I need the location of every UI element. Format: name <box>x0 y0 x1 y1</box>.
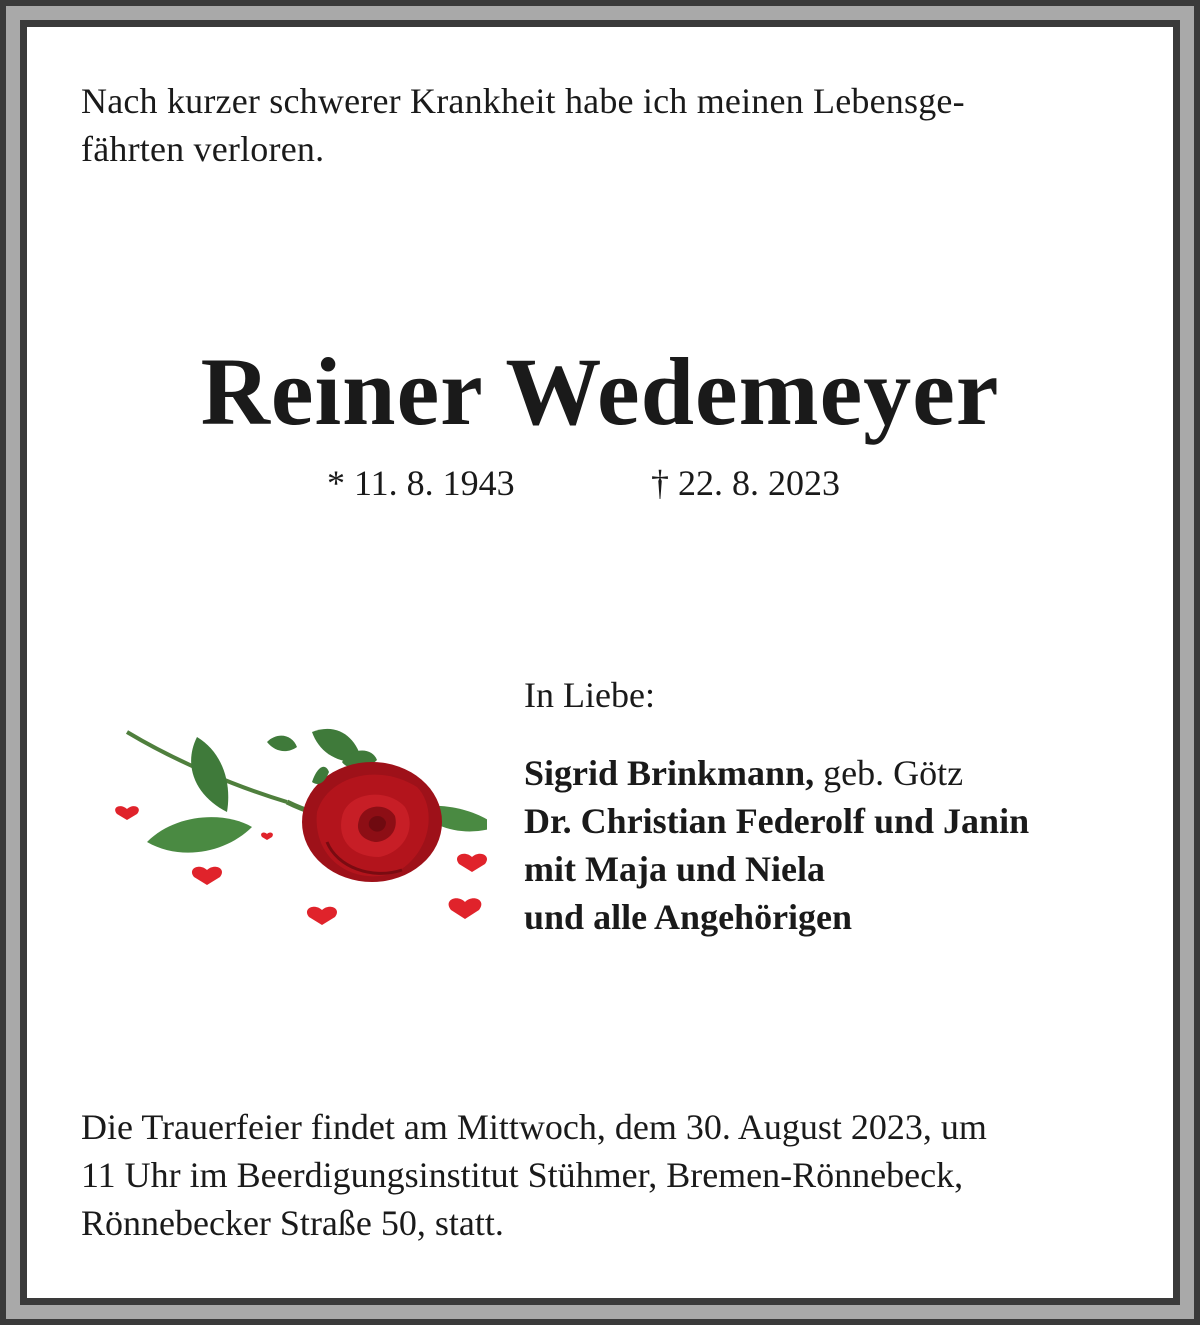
mourner-line <box>524 749 1164 797</box>
ceremony-text <box>81 1103 1131 1247</box>
death-date: † 22. 8. 2023 <box>651 463 840 503</box>
ceremony-line-2: 11 Uhr im Beerdigungsinstitut Stühmer, Bremen-Rönnebeck, <box>81 1155 964 1195</box>
intro-line-2: fährten verloren. <box>81 129 325 169</box>
ceremony-line-3: Rönnebecker Straße 50, statt. <box>81 1203 504 1243</box>
obituary-notice <box>27 27 1173 1298</box>
deceased-name: Reiner Wedemeyer <box>200 338 1000 445</box>
mourner-name: und alle Angehörigen <box>524 897 853 937</box>
ceremony-line-1: Die Trauerfeier findet am Mittwoch, dem 30. August 2023, um <box>81 1107 987 1147</box>
mourner-line <box>524 845 1164 893</box>
mourners-list <box>524 749 1164 941</box>
mourner-name: mit Maja und Niela <box>524 849 825 889</box>
birth-date: * 11. 8. 1943 <box>327 463 515 503</box>
mourner-suffix: geb. Götz <box>814 753 964 793</box>
in-love-label: In Liebe: <box>524 675 655 715</box>
intro-text <box>81 77 1121 173</box>
mourner-line <box>524 797 1164 845</box>
rose-icon <box>87 692 487 932</box>
mourner-name: Dr. Christian Federolf und Janin <box>524 801 1030 841</box>
intro-line-1: Nach kurzer schwerer Krankheit habe ich meinen Lebensge- <box>81 81 965 121</box>
mourner-line <box>524 893 1164 941</box>
mourner-name: Sigrid Brinkmann, <box>524 753 815 793</box>
